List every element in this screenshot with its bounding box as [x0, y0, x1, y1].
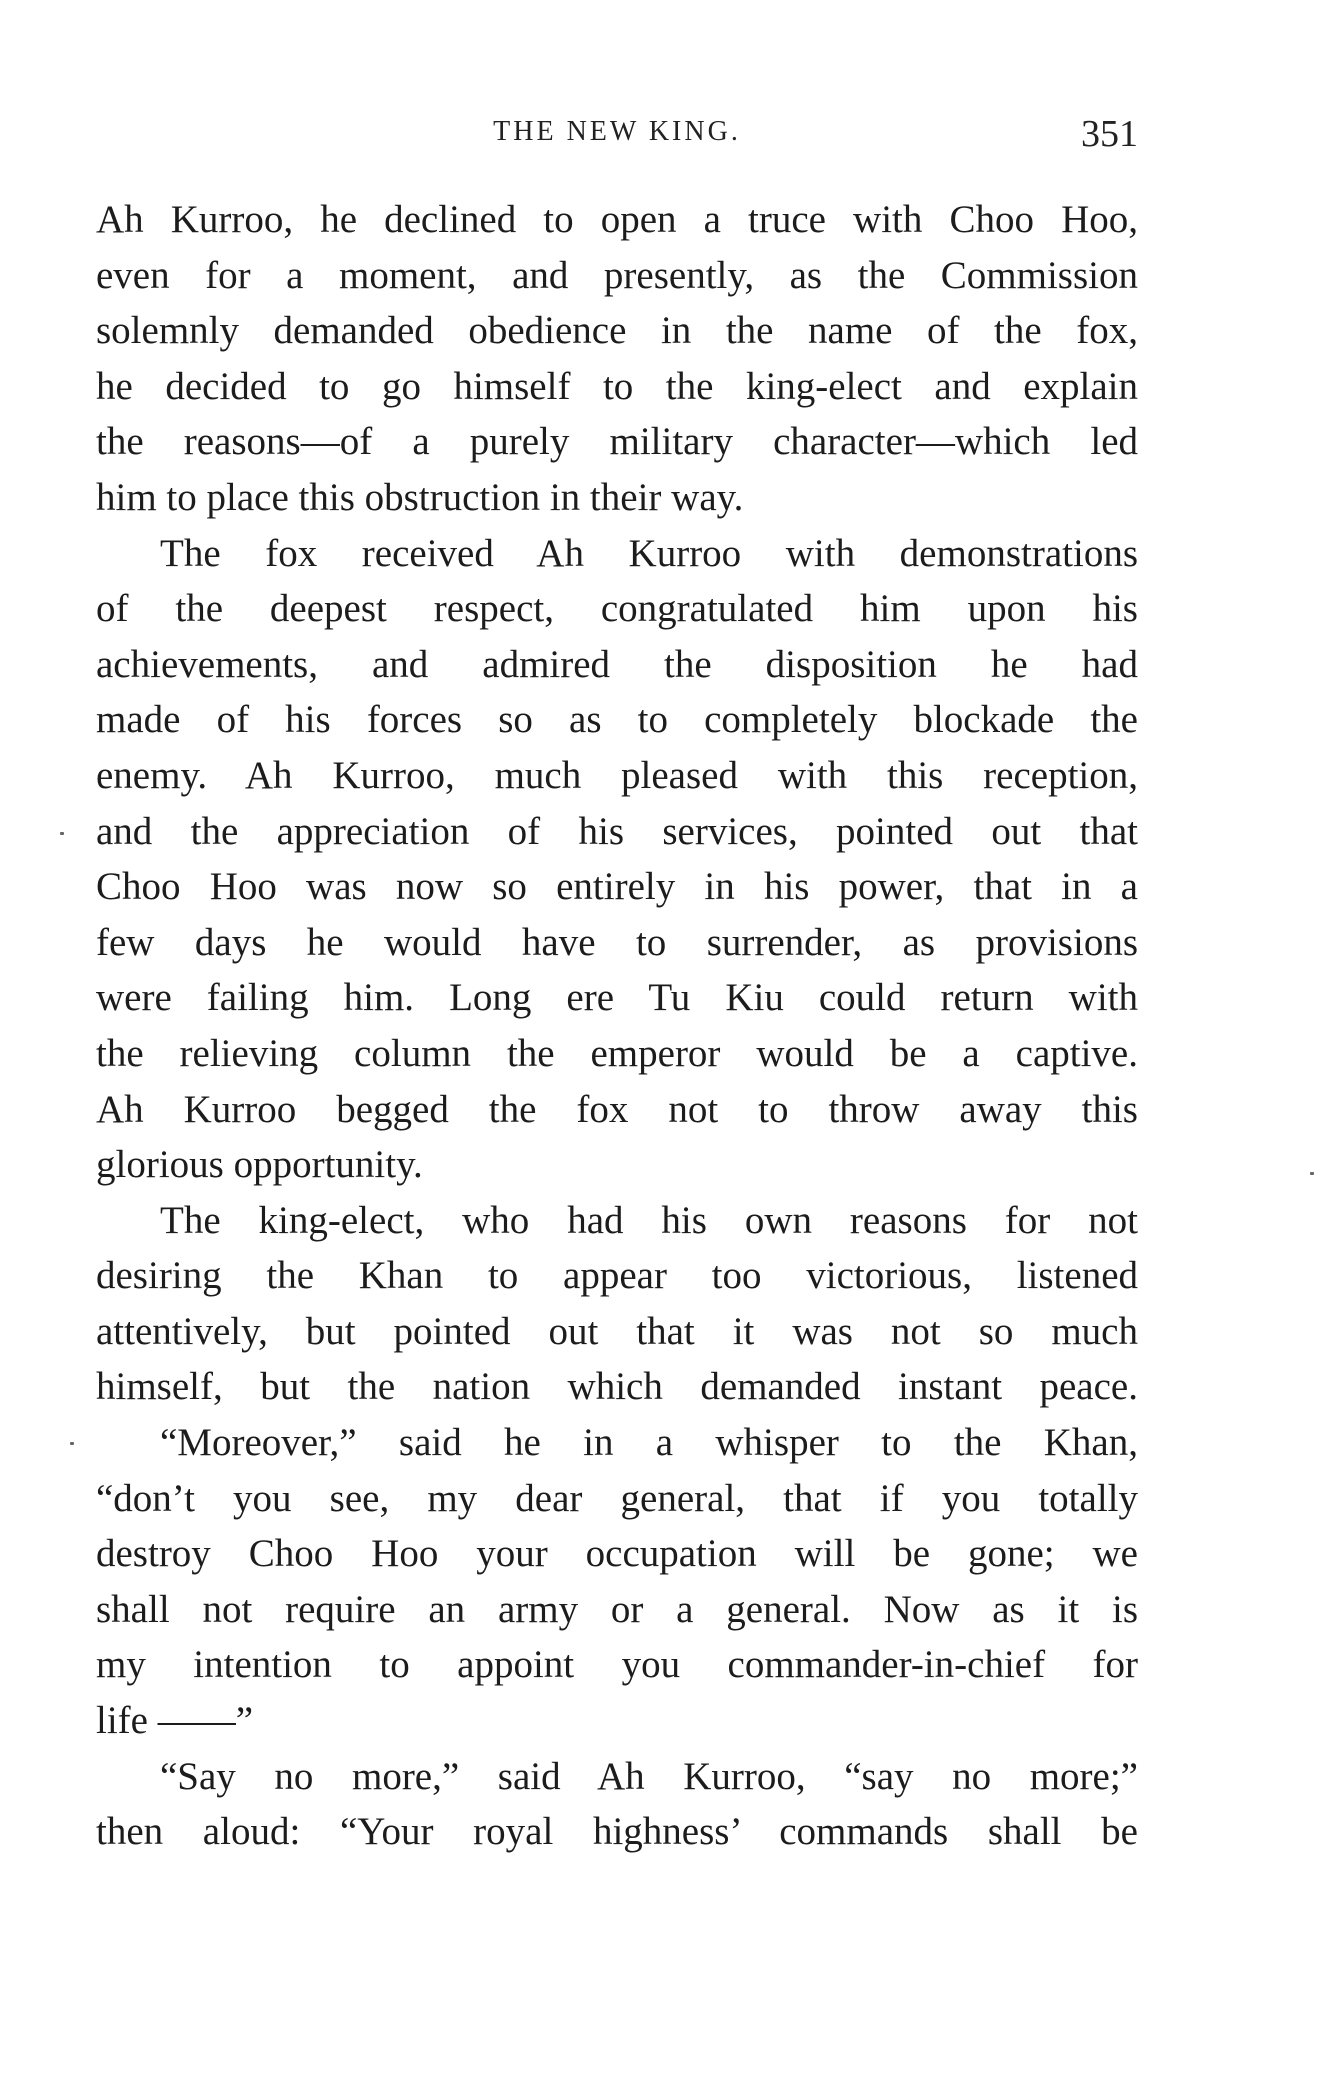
paragraph-2 [96, 526, 1138, 1193]
text-line: life ——” [96, 1699, 254, 1743]
text-line: achievements, and admired the disposition he had [96, 642, 1138, 686]
paragraph-5 [96, 1749, 1138, 1860]
text-line: then aloud: “Your royal highness’ commands shall be [96, 1810, 1138, 1854]
paragraph-3 [96, 1193, 1138, 1415]
text-line: Ah Kurroo begged the fox not to throw away this [96, 1087, 1138, 1131]
text-line: made of his forces so as to completely blockade the [96, 698, 1138, 742]
text-line: destroy Choo Hoo your occupation will be gone; we [96, 1532, 1138, 1576]
text-line: desiring the Khan to appear too victorious, listened [96, 1254, 1138, 1298]
margin-speck [1310, 1172, 1314, 1175]
paragraph-4 [96, 1415, 1138, 1749]
page-number: 351 [1081, 113, 1138, 155]
text-line: the reasons—of a purely military character—which led [96, 420, 1138, 464]
text-line: enemy. Ah Kurroo, much pleased with this reception, [96, 753, 1138, 797]
text-line: were failing him. Long ere Tu Kiu could return with [96, 976, 1138, 1020]
margin-speck [70, 1442, 74, 1445]
text-line: even for a moment, and presently, as the Commission [96, 253, 1138, 297]
margin-speck [60, 832, 64, 835]
text-line: “Moreover,” said he in a whisper to the Khan, [160, 1421, 1138, 1465]
body-text [96, 192, 1138, 1860]
text-line: shall not require an army or a general. Now as it is [96, 1587, 1138, 1631]
text-line: The fox received Ah Kurroo with demonstrations [160, 531, 1138, 575]
text-line: “Say no more,” said Ah Kurroo, “say no more;” [160, 1754, 1138, 1798]
text-line: few days he would have to surrender, as provisions [96, 920, 1138, 964]
running-head: THE NEW KING. [493, 116, 741, 147]
text-line: solemnly demanded obedience in the name of the fox, [96, 309, 1138, 353]
text-line: Choo Hoo was now so entirely in his power, that in a [96, 865, 1138, 909]
text-line: and the appreciation of his services, pointed out that [96, 809, 1138, 853]
text-line: he decided to go himself to the king-elect and explain [96, 364, 1138, 408]
text-line: attentively, but pointed out that it was not so much [96, 1309, 1138, 1353]
text-line: of the deepest respect, congratulated him upon his [96, 587, 1138, 631]
page-header [96, 112, 1138, 162]
text-line: glorious opportunity. [96, 1143, 423, 1187]
text-line: himself, but the nation which demanded instant peace. [96, 1365, 1138, 1409]
text-line: him to place this obstruction in their way. [96, 475, 744, 519]
text-line: Ah Kurroo, he declined to open a truce with Choo Hoo, [96, 198, 1138, 241]
text-line: my intention to appoint you commander-in-chief for [96, 1643, 1138, 1687]
text-line: The king-elect, who had his own reasons for not [160, 1198, 1138, 1242]
paragraph-1 [96, 192, 1138, 526]
text-line: the relieving column the emperor would be a captive. [96, 1031, 1138, 1075]
text-line: “don’t you see, my dear general, that if you totally [96, 1476, 1138, 1520]
